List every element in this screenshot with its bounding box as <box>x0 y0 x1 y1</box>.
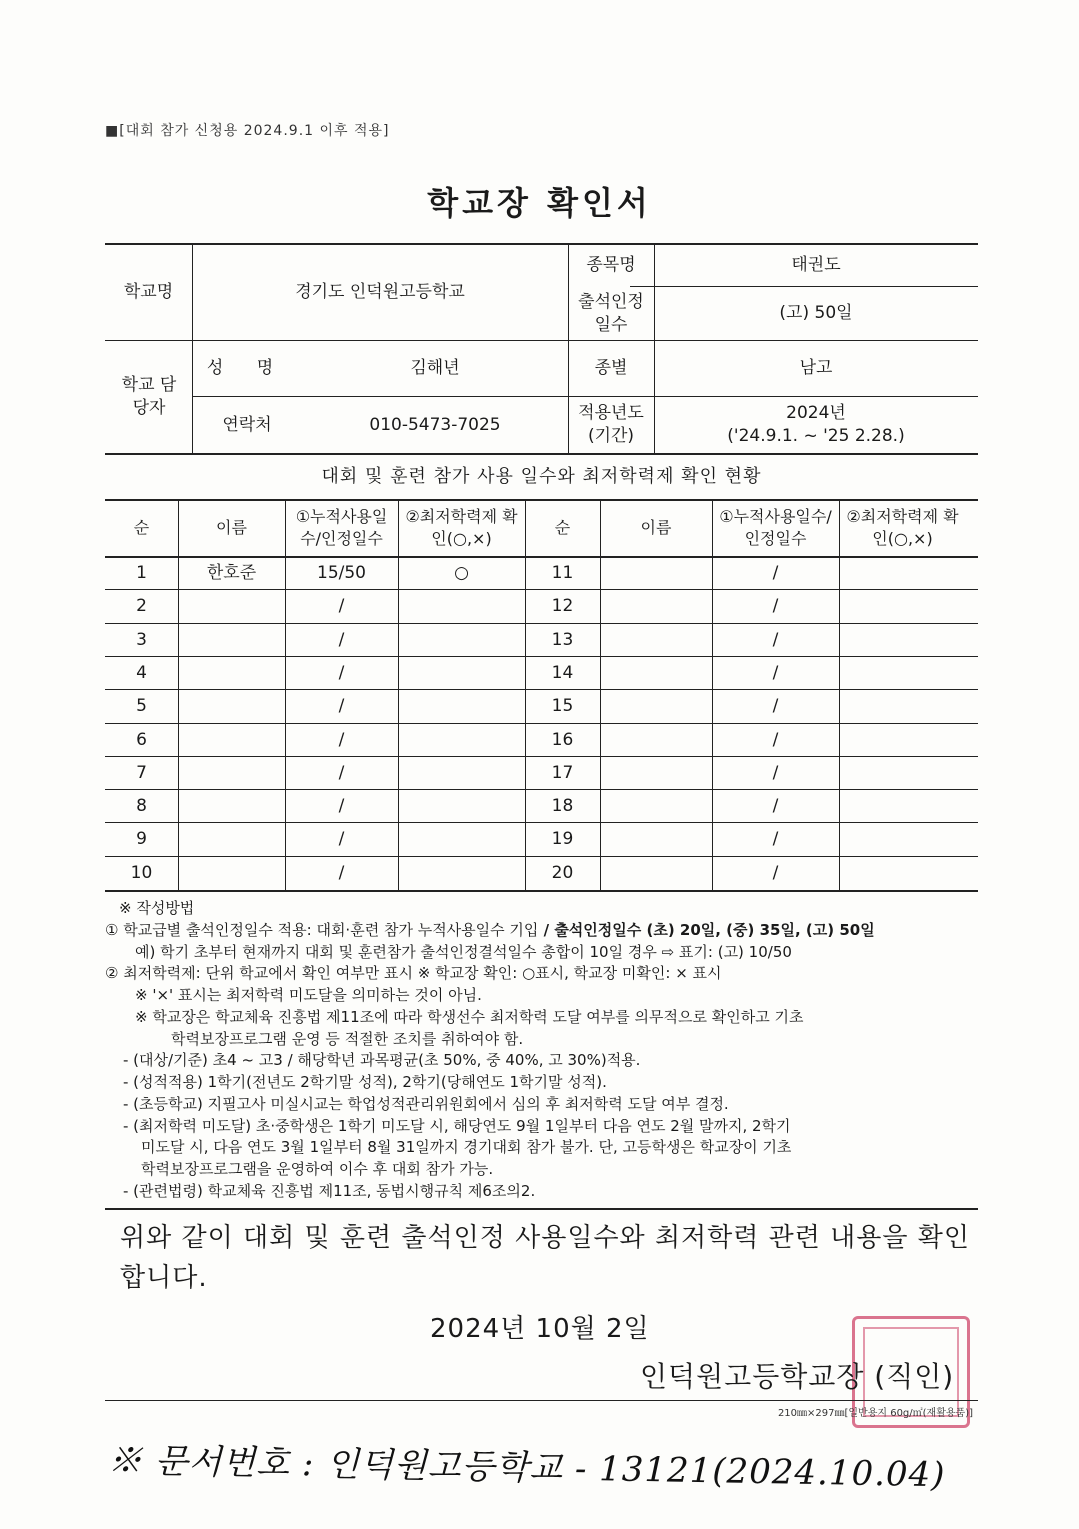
cell-no: 8 <box>136 796 147 817</box>
contact-value: 010-5473-7025 <box>369 414 501 435</box>
cell-name <box>178 690 285 723</box>
document-title: 학교장 확인서 <box>427 184 652 222</box>
cell-no: 15 <box>551 696 574 717</box>
cell-name <box>178 657 285 690</box>
school-value: 경기도 인덕원고등학교 <box>295 281 465 302</box>
cell-no: 19 <box>551 829 574 850</box>
cell-name <box>178 757 285 790</box>
cell-check <box>398 757 525 790</box>
cell-name <box>600 590 712 623</box>
name-value: 김해년 <box>410 358 460 379</box>
cell-days: / <box>338 763 345 784</box>
issue-date: 2024년 10월 2일 <box>430 1314 650 1344</box>
cell-no: 13 <box>551 630 574 651</box>
cell-name <box>600 724 712 757</box>
cell-no: 2 <box>136 596 147 617</box>
header-no-left: 순 <box>133 518 150 538</box>
cell-no: 14 <box>551 663 574 684</box>
cell-check <box>839 624 978 657</box>
year-value: 2024년 <box>786 403 846 424</box>
confirmation-statement: 위와 같이 대회 및 훈련 출석인정 사용일수와 최저학력 관련 내용을 확인합니다. <box>120 1223 971 1294</box>
attend-label: 출석인정 일수 <box>578 291 644 335</box>
cell-name <box>600 624 712 657</box>
cell-days: / <box>338 696 345 717</box>
cell-days: / <box>772 829 779 850</box>
cell-check <box>839 690 978 723</box>
form-usage-note: ■[대회 참가 신청용 2024.9.1 이후 적용] <box>105 123 390 139</box>
contact-label: 연락처 <box>222 414 272 435</box>
cell-check <box>398 590 525 623</box>
cell-days: / <box>772 796 779 817</box>
cell-days: / <box>772 630 779 651</box>
school-label: 학교명 <box>123 281 174 302</box>
detail-1: - (대상/기준) 초4 ~ 고3 / 해당학년 과목평균(초 50%, 중 40%, 고 30%)적용. <box>123 1051 641 1070</box>
attend-value: (고) 50일 <box>779 303 853 324</box>
cell-no: 16 <box>551 730 574 751</box>
cell-name <box>600 690 712 723</box>
header-check-right: ②최저학력제 확인(○,×) <box>846 507 959 548</box>
cell-days: / <box>338 663 345 684</box>
cell-days: / <box>338 829 345 850</box>
cell-check <box>398 823 525 856</box>
cell-days: 15/50 <box>317 563 366 584</box>
note-1-bold: / 출석인정일수 (초) 20일, (중) 35일, (고) 50일 <box>538 920 875 939</box>
handwritten-document-number: ※ 문서번호 : 인덕원고등학교 - 13121(2024.10.04) <box>107 1440 946 1496</box>
signer: 인덕원고등학교장 (직인) <box>640 1360 955 1393</box>
cell-check <box>398 624 525 657</box>
cell-days: / <box>772 563 779 584</box>
cell-check: ○ <box>454 563 469 584</box>
cell-check <box>398 790 525 823</box>
cell-no: 4 <box>136 663 147 684</box>
cell-name <box>600 823 712 856</box>
cell-name: 한호준 <box>206 563 257 584</box>
cell-days: / <box>338 863 345 884</box>
cell-check <box>398 657 525 690</box>
cell-check <box>839 857 978 890</box>
cell-name <box>600 757 712 790</box>
detail-5: - (관련법령) 학교체육 진흥법 제11조, 동법시행규칙 제6조의2. <box>123 1181 536 1200</box>
cell-days: / <box>772 763 779 784</box>
header-check-left: ②최저학력제 확인(○,×) <box>405 507 518 548</box>
cell-days: / <box>338 796 345 817</box>
paper-spec: 210㎜×297㎜[일반용지 60g/㎡(재활용품)] <box>777 1408 973 1419</box>
header-name-left: 이름 <box>216 518 247 538</box>
cell-days: / <box>772 696 779 717</box>
cell-no: 7 <box>136 763 147 784</box>
cell-days: / <box>772 863 779 884</box>
cell-no: 1 <box>136 563 147 584</box>
note-2-a: ※ '×' 표시는 최저학력 미도달을 의미하는 것이 아님. <box>135 986 482 1004</box>
detail-4: - (최저학력 미도달) 초·중학생은 1학기 미도달 시, 해당연도 9월 1일부터 다음 연도 2월 말까지, 2학기 <box>123 1116 791 1135</box>
cell-no: 17 <box>551 763 574 784</box>
note-2-b2: 학력보장프로그램 운영 등 적절한 조치를 취하여야 함. <box>171 1029 524 1048</box>
cell-no: 6 <box>136 730 147 751</box>
cell-check <box>839 724 978 757</box>
note-2-b: ※ 학교장은 학교체육 진흥법 제11조에 따라 학생선수 최저학력 도달 여부를 의무적으로 확인하고 기초 <box>135 1007 804 1026</box>
cell-days: / <box>338 630 345 651</box>
event-label: 종목명 <box>586 254 636 275</box>
header-days-right: ①누적사용일수/인정일수 <box>719 507 832 548</box>
cell-check <box>839 823 978 856</box>
period-value: ('24.9.1. ~ '25 2.28.) <box>727 426 905 446</box>
notes-heading: ※ 작성방법 <box>119 899 195 917</box>
cell-days: / <box>772 730 779 751</box>
cell-no: 10 <box>130 863 153 884</box>
cell-name <box>600 557 712 590</box>
cell-no: 5 <box>136 696 147 717</box>
name-label: 성 명 <box>206 358 288 379</box>
cell-check <box>839 757 978 790</box>
detail-4b: 미도달 시, 다음 연도 3월 1일부터 8월 31일까지 경기대회 참가 불가. 단, 고등학생은 학교장이 기초 <box>141 1138 792 1157</box>
cell-check <box>398 857 525 890</box>
cell-check <box>839 790 978 823</box>
header-no-right: 순 <box>554 518 571 538</box>
gender-label: 종별 <box>594 358 628 379</box>
cell-name <box>600 657 712 690</box>
cell-no: 9 <box>136 829 147 850</box>
year-label: 적용년도 (기간) <box>578 403 644 446</box>
cell-name <box>600 857 712 890</box>
cell-days: / <box>338 596 345 617</box>
event-value: 태권도 <box>791 254 841 275</box>
cell-check <box>839 657 978 690</box>
cell-days: / <box>772 596 779 617</box>
cell-check <box>398 724 525 757</box>
section-title: 대회 및 훈련 참가 사용 일수와 최저학력제 확인 현황 <box>321 466 762 487</box>
cell-name <box>178 790 285 823</box>
header-days-left: ①누적사용일수/인정일수 <box>295 507 388 548</box>
cell-no: 11 <box>551 563 574 584</box>
note-1 <box>105 920 985 942</box>
cell-check <box>839 590 978 623</box>
detail-4c: 학력보장프로그램을 운영하여 이수 후 대회 참가 가능. <box>141 1160 494 1178</box>
cell-days: / <box>338 730 345 751</box>
note-1-example: 예) 학기 초부터 현재까지 대회 및 훈련참가 출석인정결석일수 총합이 10일 경우 ⇨ 표기: (고) 10/50 <box>135 942 792 961</box>
cell-name <box>600 790 712 823</box>
cell-days: / <box>772 663 779 684</box>
gender-value: 남고 <box>799 358 833 379</box>
cell-name <box>178 624 285 657</box>
detail-3: - (초등학교) 지필고사 미실시교는 학업성적관리위원회에서 심의 후 최저학력 도달 여부 결정. <box>123 1094 729 1113</box>
cell-no: 12 <box>551 596 574 617</box>
detail-2: - (성적적용) 1학기(전년도 2학기말 성적), 2학기(당해연도 1학기말 성적). <box>123 1073 607 1091</box>
cell-name <box>178 823 285 856</box>
cell-name <box>178 857 285 890</box>
header-name-right: 이름 <box>640 518 672 538</box>
note-2: ② 최저학력제: 단위 학교에서 확인 여부만 표시 ※ 학교장 확인: ○표시, 학교장 미확인: × 표시 <box>105 964 722 983</box>
cell-no: 18 <box>551 796 574 817</box>
cell-no: 20 <box>551 863 574 884</box>
cell-check <box>839 557 978 590</box>
cell-name <box>178 590 285 623</box>
cell-name <box>178 724 285 757</box>
manager-label: 학교 담당자 <box>121 375 177 418</box>
cell-check <box>398 690 525 723</box>
note-1-text: ① 학교급별 출석인정일수 적용: 대회·훈련 참가 누적사용일수 기입 <box>105 920 539 939</box>
writing-instructions <box>105 898 985 1203</box>
cell-no: 3 <box>136 630 147 651</box>
